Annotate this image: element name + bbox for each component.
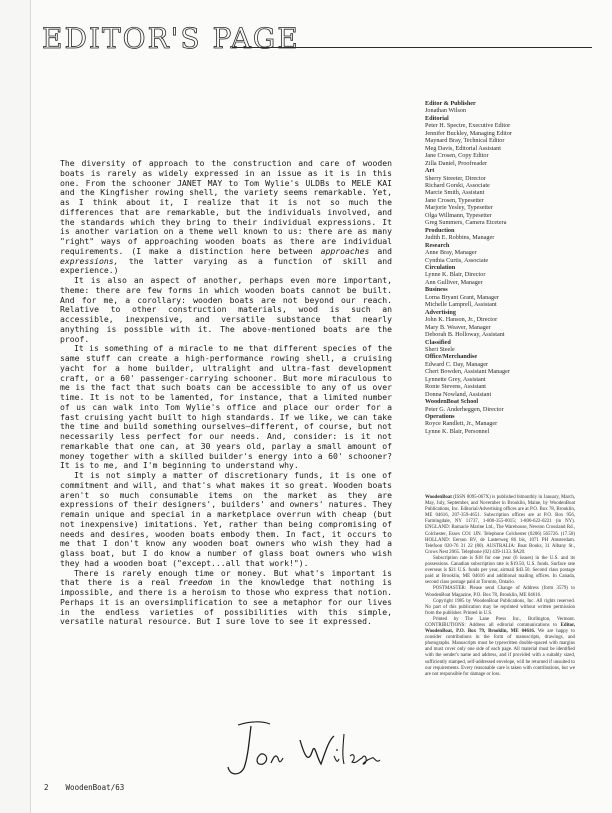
masthead-staff-entry: Lorna Bryant Grant, Manager — [425, 293, 499, 301]
signature-image — [216, 712, 396, 782]
page-footer — [44, 783, 124, 792]
masthead-staff-entry: Edward C. Day, Manager — [425, 360, 488, 368]
editorial-article — [60, 159, 392, 627]
masthead-staff-entry: Zilla Daniel, Proofreader — [425, 159, 488, 167]
masthead-staff-entry: Cynthia Curtis, Associate — [425, 256, 489, 264]
masthead-staff-entry: Cheri Bowden, Assistant Manager — [425, 368, 510, 376]
colophon-text-run: WoodenBoat — [425, 495, 452, 500]
masthead-staff-entry: Lynnette Grey, Assistant — [425, 375, 486, 383]
article-paragraph — [60, 159, 392, 276]
masthead-staff-entry: Michelle Lamprell, Assistant — [425, 301, 497, 309]
masthead-section-heading: Business — [425, 286, 448, 294]
staff-masthead — [425, 100, 575, 435]
page-number: 2 — [44, 783, 49, 792]
masthead-staff-entry: Sherry Streeter, Director — [425, 174, 486, 182]
masthead-section-heading: Research — [425, 241, 450, 249]
masthead-staff-entry: Ann Gulliver, Manager — [425, 278, 483, 286]
colophon-text-run: Copyright 1985 by WoodenBoat Publications, Inc. All rights reserved. No part of this publication may be reprinted without written permission from the publisher. Printed in U.S. — [425, 598, 575, 616]
article-text-run: freedom — [178, 577, 213, 588]
masthead-section-heading: Art — [425, 167, 435, 175]
masthead-section-heading: Office/Merchandise — [425, 353, 478, 361]
article-paragraph — [60, 344, 392, 471]
page-title: EDITOR'S PAGE — [42, 22, 300, 55]
colophon-text-run: Editor, WoodenBoat, P.O. Box 79, Brooklin, ME 04616. — [425, 622, 575, 635]
colophon-text-run: We are happy to consider contributions in the form of manuscripts, drawings, and photographs. Manuscripts must be typewritten double-spaced with margins and must cover only one side of each page. All material must be identified with the sender's name and address, and if provided with a suitably sized, sufficiently stamped, self-addressed envelope, will be returned if unsuited to our requirements. Every reasonable care is taken with contributions, but we are not responsible for damage or loss. — [425, 629, 575, 677]
colophon-paragraph — [425, 599, 575, 617]
issue-label: WoodenBoat/63 — [65, 783, 125, 792]
masthead-section-heading: Advertising — [425, 308, 456, 316]
colophon-text-run: (ISSN 0095-067X) is published bimonthly in January, March, May, July, September, and November in Brooklin, Maine, by WoodenBoat Publications, Inc. Editorial/Advertising offices are at P.O. Box 78, Brooklin, ME 04616, 207-359-4651. Subscription offices are at P.O. Box 956, Farmingdale, NY 11737, 1-800-355-0015; 1-800-622-0221 (in NY). ENGLAND: Barnacle Marine Ltd., The Warehouse, Newton Crossland Rd., Colchester, Essex CO1 1JN. Telephone Colchester (0206) 565726. (17.50) HOLLAND: Eerson BV, de Lasterweg 86 bis, 1071 PH Amsterdam. Telefoon 020-76 31 22 (80). AUSTRALIA: Boat Books, 31 Albany St., Crows Nest 2065. Telephone (02) 439-1133. $A20. — [425, 495, 575, 555]
masthead-staff-entry: Peter H. Spectre, Executive Editor — [425, 122, 511, 130]
masthead-section-heading: Classified — [425, 338, 451, 346]
article-text-run: There is rarely enough time or money. But what's important is that there is a real — [60, 567, 392, 588]
masthead-staff-entry: Marcie Smith, Assistant — [425, 189, 485, 197]
article-text-run: and — [369, 245, 392, 256]
article-text-run: The diversity of approach to the construction and care of wooden boats is rarely as widely expressed in an issue as it is in this one. From the schooner JANET MAY to Tom Wylie's ULDBs to MELE KAI and the Kingfisher rowing shell, the variety seems remarkable. Yet, as I think about it, I realize that it is not so much the differences that are remarkable, but the individuals involved, and the standards which they bring to their individual expressions. It is another variation on a theme well known to us: there are as many "right" ways of approaching wooden boats as there are individual requirements. (I make a distinction here between — [60, 158, 392, 256]
masthead-staff-entry: Lynne K. Blair, Director — [425, 271, 486, 279]
masthead-section-heading: WoodenBoat School — [425, 398, 479, 406]
article-text-run: It is not simply a matter of discretionary funds, it is one of commitment and will, and that's what makes it so great. Wooden boats aren't so much consumable items on the market as they are expressions of their designers', builders' and owners' natures. They remain unique and special in a marketplace overrun with cheap (but not inexpensive) imitations. Yet, rather than being compromising of needs and desires, wooden boats embody them. In fact, it occurs to me that I don't know any wooden boat owners who wish they had a glass boat, but I do know a number of glass boat owners who wish they had a wooden boat ("except...all that work!"). — [60, 470, 392, 568]
article-text-run: approaches — [320, 245, 370, 256]
colophon-text-run: Printed by The Lane Press Inc., Burlington, Vermont. CONTRIBUTIONS: Address all editorial communications to — [425, 616, 575, 628]
masthead-section-heading: Operations — [425, 413, 455, 421]
publication-colophon — [425, 495, 575, 678]
masthead-staff-entry: Anne Bray, Manager — [425, 249, 477, 257]
masthead-staff-entry: Maynard Bray, Technical Editor — [425, 137, 505, 145]
masthead-staff-entry: Judith E. Robbins, Manager — [425, 234, 495, 242]
masthead-staff-entry: Jonathan Wilson — [425, 107, 467, 115]
masthead-staff-entry: Peter G. Anderheggen, Director — [425, 405, 504, 413]
masthead-section-heading: Editor & Publisher — [425, 100, 476, 107]
article-paragraph — [60, 276, 392, 344]
article-paragraph — [60, 471, 392, 569]
masthead-section-heading: Circulation — [425, 263, 456, 271]
masthead-staff-entry: Royce Randlett, Jr., Manager — [425, 420, 498, 428]
masthead-staff-entry: Jane Crosen, Copy Editor — [425, 152, 489, 160]
masthead-staff-entry: Mary B. Weaver, Manager — [425, 323, 491, 331]
masthead-section-heading: Production — [425, 226, 455, 234]
article-text-run: It is something of a miracle to me that different species of the same stuff can create a high-performance rowing shell, a cruising yacht for a home builder, ultralight and ultra-fast development craft, or a 60' passenger-carrying schooner. But more miraculous to me is the fact that such boats can be accessible to any of us over time. It is not to be lamented, for instance, that a limited number of us can walk into Tom Wylie's office and place our order for a fast cruising yacht built to high standards. If we like, we can take the time and build something ourselves—different, of course, but not necessarily less perfect for our needs. And, consider: is it not remarkable that one can, at 30 years old, parlay a small amount of money together with a skilled builder's energy into a 60' schooner? It is to me, and I'm beginning to understand why. — [60, 343, 392, 471]
masthead-staff-entry: Greg Summers, Camera Etcetera — [425, 219, 507, 227]
masthead-staff-entry: Jane Crosen, Typesetter — [425, 196, 484, 204]
colophon-text-run: POSTMASTER: Please send Change of Address (form 3579) to WoodenBoat Magazine, P.O. Box 78, Brooklin, ME 04616. — [425, 586, 575, 598]
masthead-section-heading: Editorial — [425, 114, 449, 122]
colophon-paragraph — [425, 495, 575, 556]
masthead-staff-entry: Jennifer Buckley, Managing Editor — [425, 129, 512, 137]
article-text-run: It is also an aspect of another, perhaps even more important, theme: there are few forms in which wooden boats cannot be built. And for me, a corollary: wooden boats are not beyond our reach. Relative to other construction materials, wood is such an accessible, inexpensive, and versatile substance that nearly anything is possible with it. The above-mentioned boats are the proof. — [60, 275, 392, 344]
masthead-staff-entry: Donna Nowland, Assistant — [425, 390, 492, 398]
colophon-text-run: Subscription rate is $18 for one year (6 issues) in the U.S. and its possessions. Canadian subscription rate is $19.50, U.S. funds. Surface rate overseas is $21 U.S. funds per year, airmail $43.50. Second class postage paid at Brooklin, ME 04616 and additional mailing offices. In Canada, second class postage paid at Toronto, Ontario. — [425, 555, 575, 586]
masthead-staff-entry: Richard Gorski, Associate — [425, 181, 490, 189]
colophon-paragraph — [425, 586, 575, 598]
colophon-paragraph — [425, 556, 575, 586]
article-text-run: expressions, — [60, 255, 119, 266]
masthead-staff-entry: Marjorie Yesley, Typesetter — [425, 204, 493, 212]
colophon-paragraph — [425, 617, 575, 678]
article-paragraph — [60, 569, 392, 628]
masthead-staff-entry: Sheri Steele — [425, 345, 455, 353]
masthead-staff-entry: Meg Davis, Editorial Assistant — [425, 144, 501, 152]
masthead-staff-entry: Ronie Stevens, Assistant — [425, 383, 487, 391]
article-text-run: in the knowledge that nothing is impossible, and there is a heroism to those who express that notion. Perhaps it is an oversimplification to see a metaphor for our lives in the endless varieties of possibilities with this simple, versatile natural resource. But I sure love to see it expressed. — [60, 577, 392, 627]
masthead-staff-entry: Deborah B. Holloway, Assistant — [425, 331, 505, 339]
masthead-staff-entry: Olga Willmann, Typesetter — [425, 211, 492, 219]
header-rule — [232, 47, 592, 48]
masthead-staff-entry: Lynne K. Blair, Personnel — [425, 427, 490, 435]
article-text-run: the latter varying as a function of skill and experience.) — [60, 255, 392, 276]
masthead-staff-entry: John K. Hanson, Jr., Director — [425, 316, 498, 324]
